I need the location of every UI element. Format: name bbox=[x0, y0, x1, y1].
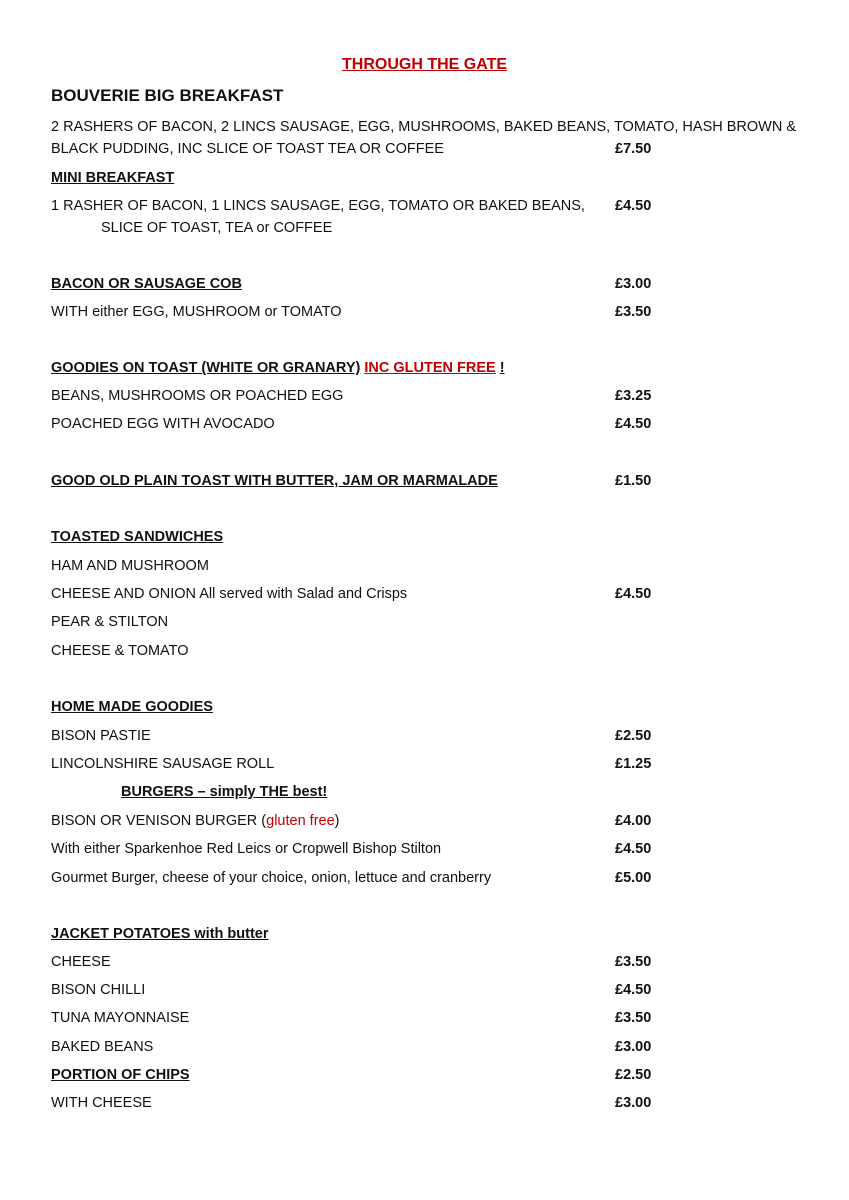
jacket-item-price: £3.00 bbox=[615, 1039, 652, 1055]
jackets-heading: JACKET POTATOES with butter bbox=[51, 926, 269, 942]
cob-extra-price: £3.50 bbox=[615, 304, 652, 320]
burger-item-1 bbox=[51, 812, 340, 830]
burger-item-3: Gourmet Burger, cheese of your choice, onion, lettuce and cranberry bbox=[51, 870, 492, 886]
homemade-item-name: LINCOLNSHIRE SAUSAGE ROLL bbox=[51, 756, 275, 772]
jacket-item-price: £4.50 bbox=[615, 982, 652, 998]
chips-heading: PORTION OF CHIPS bbox=[51, 1067, 190, 1083]
toasted-item: CHEESE AND ONION All served with Salad and Crisps bbox=[51, 586, 408, 602]
mini-price: £4.50 bbox=[615, 198, 652, 214]
homemade-item-price: £2.50 bbox=[615, 728, 652, 744]
homemade-heading: HOME MADE GOODIES bbox=[51, 699, 213, 715]
toast-item-name: POACHED EGG WITH AVOCADO bbox=[51, 416, 275, 432]
breakfast-heading: BOUVERIE BIG BREAKFAST bbox=[51, 86, 284, 105]
burger-item-1-post: ) bbox=[334, 813, 340, 829]
homemade-item-name: BISON PASTIE bbox=[51, 728, 151, 744]
chips-extra-price: £3.00 bbox=[615, 1095, 652, 1111]
toast-goodies-heading-end: ! bbox=[499, 360, 505, 376]
homemade-item-price: £1.25 bbox=[615, 756, 652, 772]
burger-item-3-price: £5.00 bbox=[615, 870, 652, 886]
cob-extra: WITH either EGG, MUSHROOM or TOMATO bbox=[51, 304, 342, 320]
chips-extra: WITH CHEESE bbox=[51, 1095, 152, 1111]
toast-item-name: BEANS, MUSHROOMS OR POACHED EGG bbox=[51, 388, 344, 404]
burger-item-2-price: £4.50 bbox=[615, 841, 652, 857]
breakfast-desc-line1: 2 RASHERS OF BACON, 2 LINCS SAUSAGE, EGG, MUSHROOMS, BAKED BEANS, TOMATO, HASH BROWN & bbox=[51, 119, 797, 135]
cob-price: £3.00 bbox=[615, 276, 652, 292]
menu-title: THROUGH THE GATE bbox=[341, 56, 508, 73]
toasted-heading: TOASTED SANDWICHES bbox=[51, 529, 224, 545]
mini-heading: MINI BREAKFAST bbox=[51, 170, 175, 186]
chips-price: £2.50 bbox=[615, 1067, 652, 1083]
plain-toast-heading: GOOD OLD PLAIN TOAST WITH BUTTER, JAM OR MARMALADE bbox=[51, 473, 498, 489]
toast-item-price: £4.50 bbox=[615, 416, 652, 432]
toast-goodies-heading bbox=[51, 359, 505, 377]
gluten-free-label: INC GLUTEN FREE bbox=[364, 360, 496, 376]
jacket-item-name: CHEESE bbox=[51, 954, 111, 970]
breakfast-price: £7.50 bbox=[615, 141, 652, 157]
toasted-item: CHEESE & TOMATO bbox=[51, 643, 189, 659]
jacket-item-name: BISON CHILLI bbox=[51, 982, 146, 998]
toast-item-price: £3.25 bbox=[615, 388, 652, 404]
burger-item-2: With either Sparkenhoe Red Leics or Cropwell Bishop Stilton bbox=[51, 841, 442, 857]
burgers-heading: BURGERS – simply THE best! bbox=[121, 784, 328, 800]
jacket-item-name: TUNA MAYONNAISE bbox=[51, 1010, 190, 1026]
toasted-item: PEAR & STILTON bbox=[51, 614, 169, 630]
cob-heading: BACON OR SAUSAGE COB bbox=[51, 276, 242, 292]
toasted-price: £4.50 bbox=[615, 586, 652, 602]
mini-desc-line1: 1 RASHER OF BACON, 1 LINCS SAUSAGE, EGG, TOMATO OR BAKED BEANS, bbox=[51, 198, 585, 214]
mini-desc-line2: SLICE OF TOAST, TEA or COFFEE bbox=[101, 220, 333, 236]
jacket-item-price: £3.50 bbox=[615, 954, 652, 970]
toasted-item: HAM AND MUSHROOM bbox=[51, 558, 209, 574]
toast-goodies-heading-text: GOODIES ON TOAST (WHITE OR GRANARY) bbox=[51, 360, 361, 376]
plain-toast-price: £1.50 bbox=[615, 473, 652, 489]
breakfast-desc-line2: BLACK PUDDING, INC SLICE OF TOAST TEA OR COFFEE bbox=[51, 141, 444, 157]
jacket-item-name: BAKED BEANS bbox=[51, 1039, 154, 1055]
burger-item-1-pre: BISON OR VENISON BURGER ( bbox=[51, 813, 267, 829]
burger-gluten-free: gluten free bbox=[266, 813, 335, 829]
jacket-item-price: £3.50 bbox=[615, 1010, 652, 1026]
burger-item-1-price: £4.00 bbox=[615, 813, 652, 829]
